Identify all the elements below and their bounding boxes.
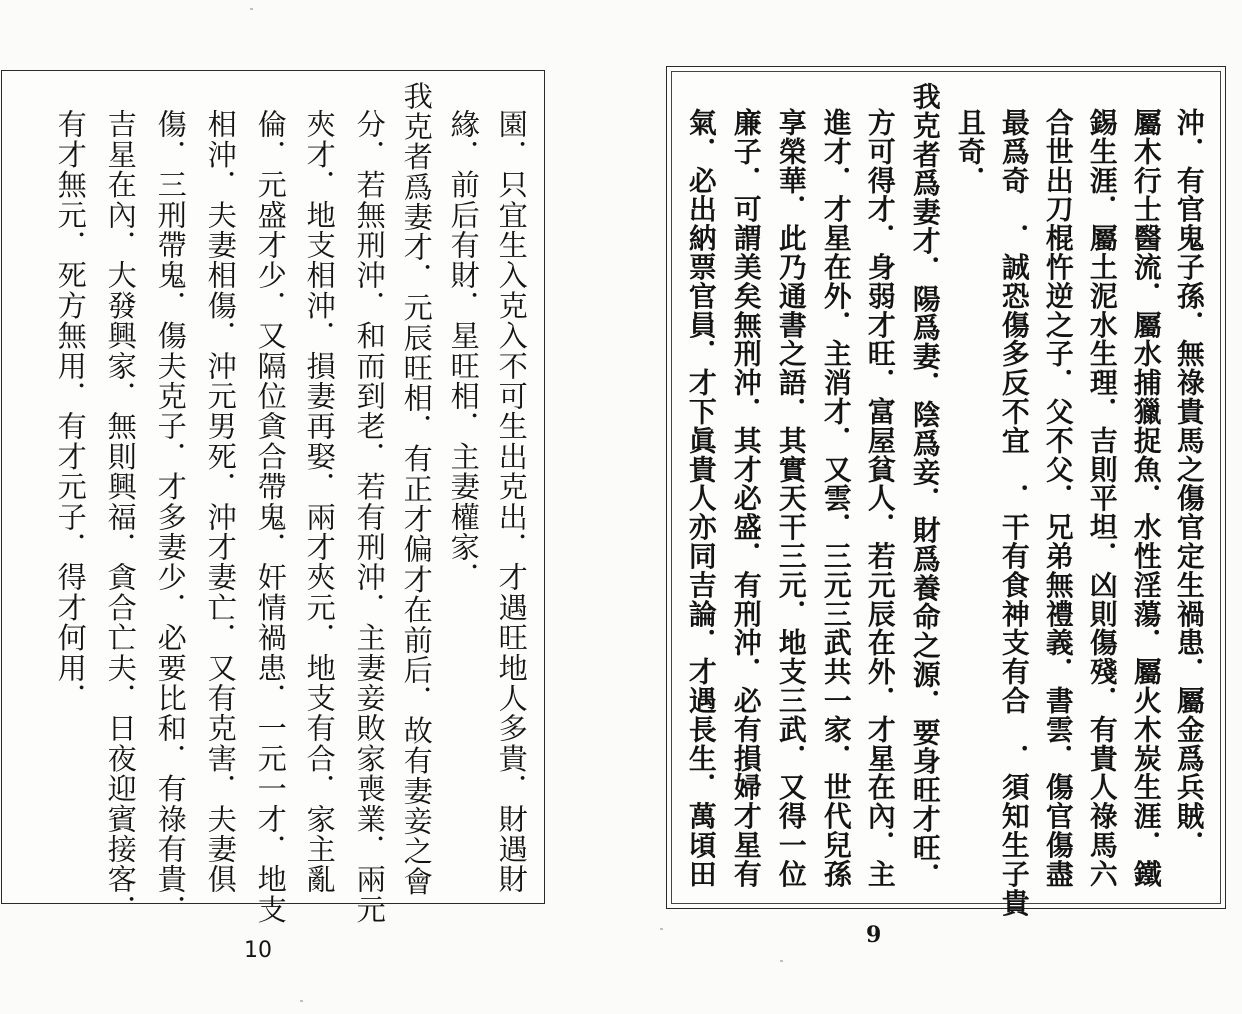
text-column: 緣．前后有財．星旺相．主妻權家．: [446, 109, 481, 593]
text-column: 廉子．可謂美矣無刑沖．其才必盛．有刑沖．必有損婦才星有: [728, 108, 762, 889]
text-column: 分．若無刑沖．和而到老．若有刑沖．主妻妾敗家喪業．兩元: [352, 109, 387, 925]
text-column: 沖．有官鬼子孫．無祿貴馬之傷官定生禍患．屬金爲兵賊．: [1171, 108, 1205, 860]
right-page: [671, 71, 1221, 918]
text-column: 方可得才．身弱才旺．富屋貧人．若元辰在外．才星在內．主: [862, 108, 896, 889]
text-column: 最爲奇 ．誠恐傷多反不宜 ．干有食神支有合 ．須知生子貴: [996, 108, 1030, 918]
text-column: 錫生涯．屬土泥水生理．吉則平坦．凶則傷殘．有貴人祿馬六: [1084, 108, 1118, 889]
text-column: 我克者爲妻才．元辰旺相．有正才偏才在前后．故有妻妾之會: [399, 81, 434, 897]
scan-speck: [660, 928, 663, 930]
text-column: 園．只宜生入克入不可生出克出．才遇旺地人多貴．財遇財: [494, 109, 529, 895]
scan-speck: [250, 8, 253, 10]
text-column: 相沖．夫妻相傷．沖元男死．沖才妻亡．又有克害．夫妻俱: [203, 109, 238, 895]
text-column: 倫．元盛才少．又隔位貪合帶鬼．奸情禍患．一元一才．地支: [253, 109, 288, 925]
text-column: 合世出刀棍忤逆之子．父不父．兄弟無禮義．書雲．傷官傷盡: [1040, 108, 1074, 889]
scan-speck: [780, 960, 783, 962]
text-column: 享榮華．此乃通書之語．其實天干三元．地支三武．又得一位: [773, 108, 807, 889]
text-column: 氣．必出納票官員．才下眞貴人亦同吉論．才遇長生．萬頃田: [683, 108, 717, 889]
text-column: 夾才．地支相沖．損妻再娶．兩才夾元．地支有合．家主亂: [302, 109, 337, 895]
page-number-right: 9: [866, 922, 882, 948]
text-column: 吉星在內．大發興家．無則興福．貪合亡夫．日夜迎賓接客．: [103, 109, 138, 925]
page-number-left: 10: [244, 938, 272, 963]
text-column: 有才無元．死方無用．有才元子．得才何用．: [53, 109, 88, 713]
text-column: 進才．才星在外．主消才．又雲．三元三武共一家．世代兒孫: [818, 108, 852, 889]
text-column: 傷．三刑帶鬼．傷夫克子．才多妻少．必要比和．有祿有貴．: [153, 109, 188, 925]
scan-speck: [300, 1000, 303, 1002]
left-page: [1, 70, 545, 925]
text-column: 我克者爲妻才．陽爲妻．陰爲妾．財爲養命之源．要身旺才旺．: [907, 82, 941, 892]
text-column: 且奇．: [952, 108, 986, 195]
text-column: 屬木行士醫流．屬水捕獵捉魚．水性淫蕩．屬火木炭生涯．鐵: [1128, 108, 1162, 889]
